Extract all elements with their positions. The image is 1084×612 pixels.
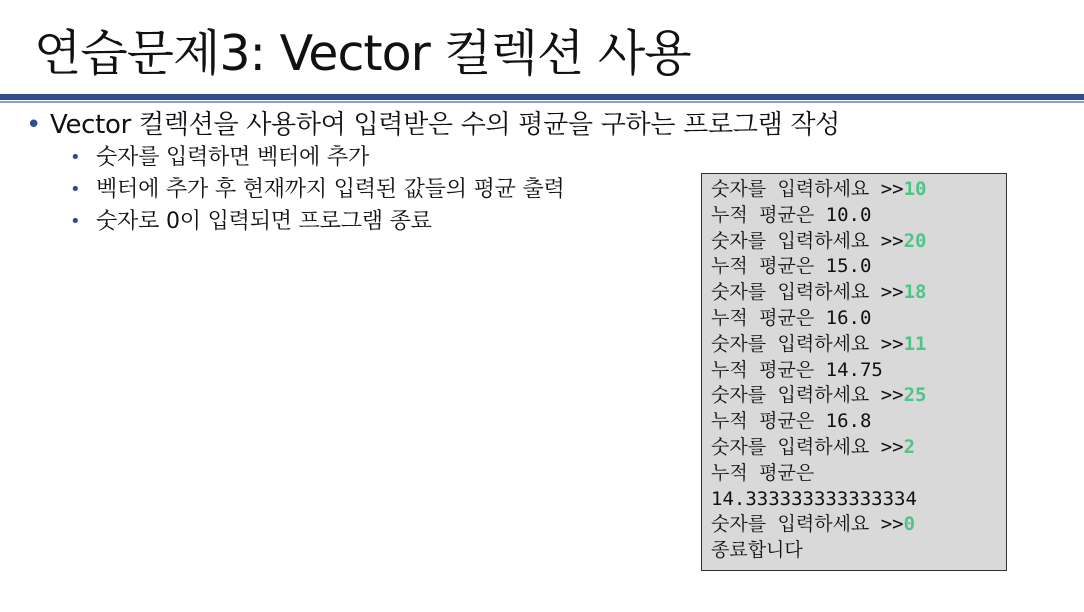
console-input-value: 11: [903, 332, 927, 355]
title-divider: [0, 94, 1084, 100]
sub-bullet-item: [70, 142, 565, 174]
sub-bullet-text: 벡터에 추가 후 현재까지 입력된 값들의 평균 출력: [96, 177, 565, 202]
console-input-value: 2: [903, 435, 916, 458]
console-prompt-line: [711, 177, 1006, 203]
console-input-value: 10: [903, 178, 927, 200]
console-prompt-text: 숫자를 입력하세요 >>: [711, 178, 904, 200]
console-average-line: [711, 254, 1006, 280]
bullet-icon: •: [26, 110, 42, 140]
console-exit-line: 종료합니다: [711, 539, 803, 562]
bullet-icon: •: [70, 179, 81, 200]
console-prompt-line: [711, 383, 1006, 409]
sub-bullet-item: [70, 174, 565, 206]
console-average-label: 누적 평균은: [711, 255, 815, 278]
sub-bullet-list: [70, 142, 565, 238]
console-average-value: 14.75: [825, 358, 883, 381]
console-average-label-line: 누적 평균은: [711, 461, 815, 484]
console-input-value: 0: [903, 513, 916, 536]
console-prompt-line: [711, 280, 1006, 306]
console-average-line: [711, 203, 1006, 229]
bullet-icon: •: [70, 147, 81, 168]
sub-bullet-text: 숫자를 입력하면 벡터에 추가: [96, 145, 370, 170]
console-average-value: 16.8: [825, 410, 872, 433]
console-prompt-text: 숫자를 입력하세요 >>: [711, 435, 904, 458]
bullet-icon: •: [70, 211, 81, 232]
sub-bullet-text: 숫자로 0이 입력되면 프로그램 종료: [96, 209, 432, 234]
console-prompt-line: [711, 332, 1006, 358]
main-bullet: [26, 108, 840, 142]
slide-title: 연습문제3: Vector 컬렉션 사용: [34, 25, 691, 82]
console-average-value: 16.0: [825, 306, 872, 329]
console-average-label: 누적 평균은: [711, 203, 815, 226]
console-average-line: [711, 358, 1006, 384]
console-prompt-text: 숫자를 입력하세요 >>: [711, 332, 904, 355]
console-prompt-text: 숫자를 입력하세요 >>: [711, 513, 904, 536]
console-prompt-text: 숫자를 입력하세요 >>: [711, 229, 904, 252]
console-average-label: 누적 평균은: [711, 410, 815, 433]
console-input-value: 18: [903, 281, 927, 304]
sub-bullet-item: [70, 206, 565, 238]
console-average-line: [711, 306, 1006, 332]
console-average-label: 누적 평균은: [711, 306, 815, 329]
console-input-value: 20: [903, 229, 927, 252]
console-average-value: 15.0: [825, 255, 872, 278]
console-average-line: [711, 409, 1006, 435]
console-average-label: 누적 평균은: [711, 358, 815, 381]
console-output-box: [701, 173, 1007, 571]
console-prompt-line: [711, 512, 1006, 538]
main-bullet-text: Vector 컬렉션을 사용하여 입력받은 수의 평균을 구하는 프로그램 작성: [50, 110, 840, 140]
console-input-value: 25: [903, 384, 927, 407]
console-prompt-line: [711, 229, 1006, 255]
console-average-value: 10.0: [825, 203, 872, 226]
title-divider-thin: [0, 101, 1084, 103]
console-average-value-line: 14.333333333333334: [711, 487, 917, 510]
console-prompt-line: [711, 435, 1006, 461]
console-prompt-text: 숫자를 입력하세요 >>: [711, 281, 904, 304]
console-prompt-text: 숫자를 입력하세요 >>: [711, 384, 904, 407]
